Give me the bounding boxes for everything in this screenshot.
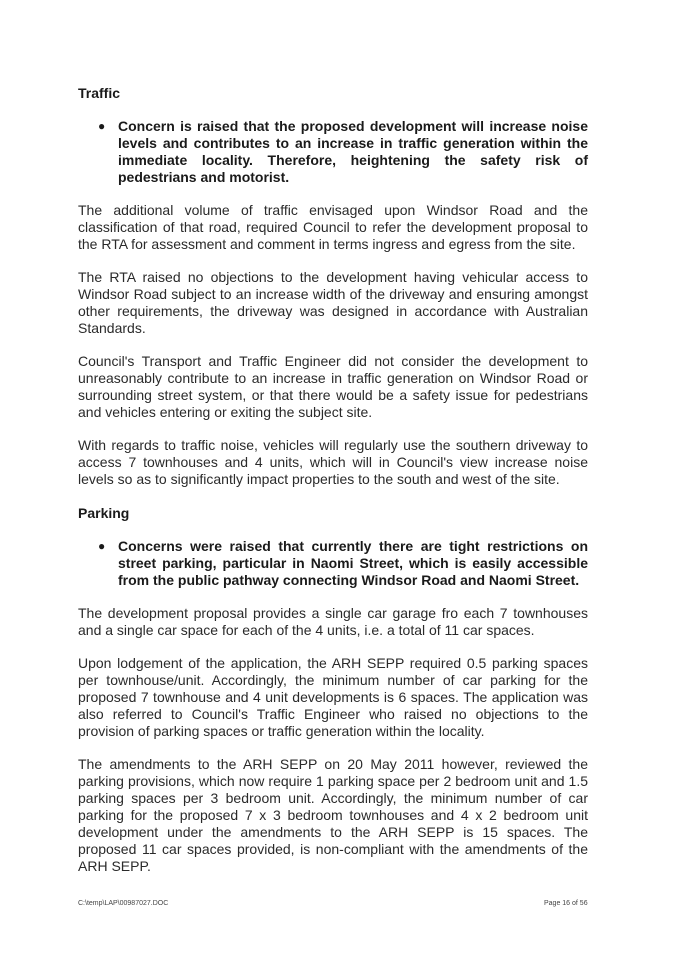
bullet-icon: ●: [98, 119, 106, 133]
traffic-paragraph-1: The additional volume of traffic envisaged upon Windsor Road and the classification of that road, required Council to refer the development proposal to the RTA for assessment and comment in terms ingress and egress from the site.: [78, 202, 588, 252]
traffic-concern-bullet: [98, 118, 588, 186]
document-page: [78, 84, 588, 891]
traffic-paragraph-4: With regards to traffic noise, vehicles will regularly use the southern driveway to access 7 townhouses and 4 units, which will in Council's view increase noise levels so as to significantly impact properties to the south and west of the site.: [78, 437, 588, 487]
parking-heading: Parking: [78, 505, 130, 521]
traffic-concern-text: Concern is raised that the proposed development will increase noise levels and contributes to an increase in traffic generation within the immediate locality. Therefore, heightening the safety risk of pedestrians and motorist.: [118, 118, 588, 185]
footer-file-path: C:\temp\LAP\00987027.DOC: [78, 900, 169, 907]
parking-concern-bullet: [98, 538, 588, 589]
bullet-icon: ●: [98, 539, 106, 553]
traffic-paragraph-2: The RTA raised no objections to the development having vehicular access to Windsor Road subject to an increase width of the driveway and ensuring amongst other requirements, the driveway was designed in accordance with Australian Standards.: [78, 269, 588, 336]
parking-concern-text: Concerns were raised that currently there are tight restrictions on street parking, particular in Naomi Street, which is easily accessible from the public pathway connecting Windsor Road and Naomi Street.: [118, 538, 588, 588]
footer-page-number: Page 16 of 56: [544, 900, 588, 907]
traffic-paragraph-3: Council's Transport and Traffic Engineer did not consider the development to unreasonably contribute to an increase in traffic generation on Windsor Road or surrounding street system, or that there would be a safety issue for pedestrians and vehicles entering or exiting the subject site.: [78, 353, 588, 420]
traffic-heading: Traffic: [78, 85, 121, 101]
parking-paragraph-1: The development proposal provides a single car garage fro each 7 townhouses and a single car space for each of the 4 units, i.e. a total of 11 car spaces.: [78, 605, 588, 638]
parking-paragraph-3: The amendments to the ARH SEPP on 20 May 2011 however, reviewed the parking provisions, which now require 1 parking space per 2 bedroom unit and 1.5 parking spaces per 3 bedroom unit. Accordingly, the minimum number of car parking for the proposed 7 x 3 bedroom townhouses and 4 x 2 bedroom unit development under the amendments to the ARH SEPP is 15 spaces. The proposed 11 car spaces provided, is non-compliant with the amendments of the ARH SEPP.: [78, 756, 588, 874]
parking-paragraph-2: Upon lodgement of the application, the ARH SEPP required 0.5 parking spaces per townhouse/unit. Accordingly, the minimum number of car parking for the proposed 7 townhouse and 4 unit developments is 6 spaces. The application was also referred to Council's Traffic Engineer who raised no objections to the provision of parking spaces or traffic generation within the locality.: [78, 655, 588, 739]
